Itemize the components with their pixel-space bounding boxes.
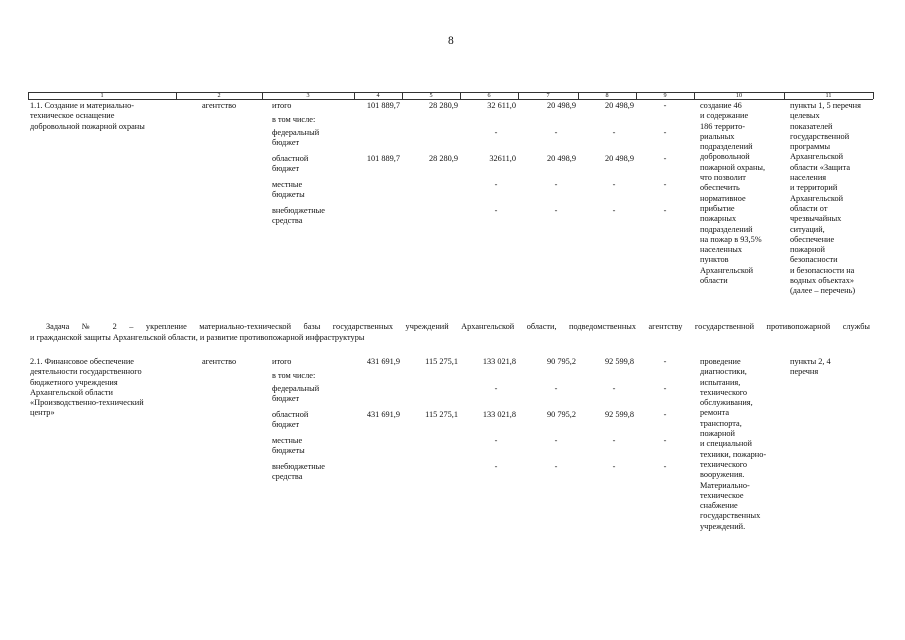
target-indicators-line: области от — [790, 203, 828, 213]
budget-value: - — [612, 180, 616, 189]
funding-source — [272, 436, 352, 457]
target-indicators-line: ситуаций, — [790, 224, 825, 234]
funding-source-line: итого — [272, 357, 292, 366]
funding-source-line: бюджеты — [272, 446, 305, 456]
expected-result-line: техническое — [700, 490, 744, 500]
expected-result — [700, 357, 784, 532]
budget-value: - — [663, 462, 667, 471]
expected-result-line: подразделений — [700, 224, 753, 234]
budget-value: 101 889,7 — [366, 101, 400, 110]
expected-result-line: диагностики, — [700, 367, 747, 377]
item-name-line: центр» — [30, 408, 55, 418]
expected-result-line: проведение — [700, 357, 741, 366]
budget-value: - — [494, 180, 498, 189]
budget-value: 28 280,9 — [428, 101, 458, 110]
item-name — [30, 357, 175, 419]
task-2-line: и гражданской защиты Архангельской области, и развитие противопожарной инфраструктуры — [30, 332, 365, 342]
target-indicators-line: перечня — [790, 367, 819, 377]
column-number: 4 — [376, 92, 380, 99]
funding-source-line: областной — [272, 410, 309, 419]
budget-value: - — [554, 462, 558, 471]
funding-source-line: федеральный — [272, 384, 320, 393]
budget-value: - — [612, 436, 616, 445]
budget-value: - — [663, 384, 667, 393]
target-indicators-line: безопасности — [790, 255, 838, 265]
budget-value: - — [663, 154, 667, 163]
funding-source — [272, 371, 352, 381]
expected-result-line: и содержание — [700, 111, 749, 121]
expected-result-line: обслуживания, — [700, 398, 753, 408]
budget-value: - — [554, 180, 558, 189]
target-indicators-line: пункты 2, 4 — [790, 357, 831, 366]
page-number: 8 — [448, 35, 454, 47]
target-indicators — [790, 357, 874, 378]
item-name-line: Архангельской области — [30, 387, 113, 397]
budget-value: - — [663, 206, 667, 215]
expected-result-line: пожарной — [700, 429, 735, 439]
expected-result-line: снабжение — [700, 501, 738, 511]
column-number: 1 — [100, 92, 104, 99]
funding-source-line: местные — [272, 180, 303, 189]
budget-value: 92 599,8 — [604, 357, 634, 366]
target-indicators-line: обеспечение — [790, 234, 835, 244]
budget-value: 431 691,9 — [366, 357, 400, 366]
item-name-line: 2.1. Финансовое обеспечение — [30, 357, 134, 366]
expected-result-line: риальных — [700, 131, 735, 141]
target-indicators-line: населения — [790, 173, 827, 183]
funding-source-line: внебюджетные — [272, 206, 325, 215]
budget-value: - — [663, 436, 667, 445]
task-2-line: Задача № 2 – укрепление материально-технической базы государственных учреждений Архангельской области, подведомственных агентству государственной противопожарной службы — [46, 322, 870, 331]
budget-value: 133 021,8 — [482, 357, 516, 366]
executor: агентство — [202, 357, 237, 366]
funding-source — [272, 206, 352, 227]
funding-source — [272, 462, 352, 483]
funding-source-line: средства — [272, 472, 303, 482]
budget-value: - — [554, 436, 558, 445]
target-indicators-line: области «Защита — [790, 162, 851, 172]
expected-result-line: вооружения. — [700, 470, 745, 480]
target-indicators-line: показателей — [790, 121, 833, 131]
budget-value: 133 021,8 — [482, 410, 516, 419]
funding-source-line: в том числе: — [272, 371, 316, 380]
budget-value: 20 498,9 — [546, 154, 576, 163]
item-name-line: 1.1. Создание и материально- — [30, 101, 134, 110]
budget-value: - — [663, 357, 667, 366]
budget-value: - — [612, 206, 616, 215]
budget-value: - — [494, 462, 498, 471]
funding-source-line: бюджет — [272, 420, 300, 430]
expected-result-line: нормативное — [700, 193, 746, 203]
expected-result-line: технического — [700, 387, 748, 397]
target-indicators-line: Архангельской — [790, 193, 844, 203]
expected-result — [700, 101, 784, 286]
funding-source-line: внебюджетные — [272, 462, 325, 471]
expected-result-line: что позволит — [700, 173, 746, 183]
target-indicators-line: государственной — [790, 131, 850, 141]
budget-value: 20 498,9 — [546, 101, 576, 110]
expected-result-line: технического — [700, 459, 748, 469]
expected-result-line: Архангельской — [700, 265, 754, 275]
target-indicators-line: программы — [790, 142, 831, 152]
column-number: 11 — [825, 92, 832, 99]
column-number: 5 — [429, 92, 433, 99]
column-number: 8 — [605, 92, 609, 99]
budget-value: - — [554, 128, 558, 137]
executor: агентство — [202, 101, 237, 110]
expected-result-line: на пожар в 93,5% — [700, 234, 762, 244]
funding-source-line: в том числе: — [272, 115, 316, 124]
budget-value: 90 795,2 — [546, 410, 576, 419]
budget-value: - — [494, 384, 498, 393]
item-name-line: «Производственно-технический — [30, 398, 144, 408]
expected-result-line: прибытие — [700, 203, 735, 213]
expected-result-line: 186 террито- — [700, 121, 745, 131]
column-number: 6 — [487, 92, 491, 99]
expected-result-line: добровольной — [700, 152, 750, 162]
expected-result-line: обеспечить — [700, 183, 740, 193]
item-name — [30, 101, 175, 132]
target-indicators-line: целевых — [790, 111, 820, 121]
funding-source-line: бюджет — [272, 138, 300, 148]
budget-value: 32611,0 — [489, 154, 516, 163]
budget-value: 92 599,8 — [604, 410, 634, 419]
funding-source — [272, 115, 352, 125]
target-indicators-line: и безопасности на — [790, 265, 855, 275]
funding-source-line: средства — [272, 216, 303, 226]
budget-value: 101 889,7 — [366, 154, 400, 163]
budget-value: 32 611,0 — [487, 101, 516, 110]
item-name-line: деятельности государственного — [30, 367, 142, 377]
header-column-divider — [873, 92, 874, 99]
task-2-heading — [30, 322, 870, 343]
expected-result-line: техники, пожарно- — [700, 449, 767, 459]
column-number: 3 — [306, 92, 310, 99]
funding-source-line: местные — [272, 436, 303, 445]
funding-source-line: бюджет — [272, 164, 300, 174]
funding-source — [272, 180, 352, 201]
budget-value: - — [554, 206, 558, 215]
header-bottom-border — [28, 99, 873, 100]
item-name-line: добровольной пожарной охраны — [30, 121, 145, 131]
funding-source-line: итого — [272, 101, 292, 110]
column-number: 9 — [663, 92, 667, 99]
expected-result-line: области — [700, 276, 728, 286]
expected-result-line: пунктов — [700, 255, 729, 265]
budget-value: 115 275,1 — [425, 357, 458, 366]
budget-value: 28 280,9 — [428, 154, 458, 163]
target-indicators-line: Архангельской — [790, 152, 844, 162]
expected-result-line: пожарной охраны, — [700, 162, 766, 172]
expected-result-line: и специальной — [700, 439, 752, 449]
expected-result-line: государственных — [700, 511, 761, 521]
budget-value: - — [494, 436, 498, 445]
funding-source — [272, 384, 352, 405]
funding-source-line: бюджет — [272, 394, 300, 404]
budget-value: - — [612, 128, 616, 137]
expected-result-line: населенных — [700, 245, 743, 255]
column-number: 10 — [735, 92, 743, 99]
funding-source-line: федеральный — [272, 128, 320, 137]
column-number: 7 — [546, 92, 550, 99]
expected-result-line: ремонта — [700, 408, 730, 418]
expected-result-line: пожарных — [700, 214, 737, 224]
expected-result-line: учреждений. — [700, 521, 746, 531]
budget-value: - — [663, 410, 667, 419]
target-indicators-line: водных объектах» — [790, 276, 854, 286]
target-indicators-line: (далее – перечень) — [790, 286, 856, 296]
expected-result-line: создание 46 — [700, 101, 742, 110]
target-indicators-line: чрезвычайных — [790, 214, 842, 224]
budget-value: - — [494, 206, 498, 215]
budget-value: - — [663, 101, 667, 110]
target-indicators-line: пункты 1, 5 перечня — [790, 101, 861, 110]
budget-value: 115 275,1 — [425, 410, 458, 419]
target-indicators — [790, 101, 874, 297]
budget-value: - — [612, 462, 616, 471]
budget-value: - — [663, 180, 667, 189]
budget-value: 431 691,9 — [366, 410, 400, 419]
budget-value: 90 795,2 — [546, 357, 576, 366]
funding-source-line: областной — [272, 154, 309, 163]
target-indicators-line: пожарной — [790, 245, 825, 255]
target-indicators-line: и территорий — [790, 183, 838, 193]
expected-result-line: подразделений — [700, 142, 753, 152]
expected-result-line: Материально- — [700, 480, 750, 490]
expected-result-line: испытания, — [700, 377, 741, 387]
budget-value: 20 498,9 — [604, 101, 634, 110]
budget-value: - — [494, 128, 498, 137]
funding-source — [272, 128, 352, 149]
budget-value: - — [612, 384, 616, 393]
item-name-line: бюджетного учреждения — [30, 377, 118, 387]
column-number: 2 — [217, 92, 221, 99]
item-name-line: техническое оснащение — [30, 111, 115, 121]
budget-value: - — [663, 128, 667, 137]
budget-value: 20 498,9 — [604, 154, 634, 163]
budget-value: - — [554, 384, 558, 393]
funding-source-line: бюджеты — [272, 190, 305, 200]
expected-result-line: транспорта, — [700, 418, 742, 428]
